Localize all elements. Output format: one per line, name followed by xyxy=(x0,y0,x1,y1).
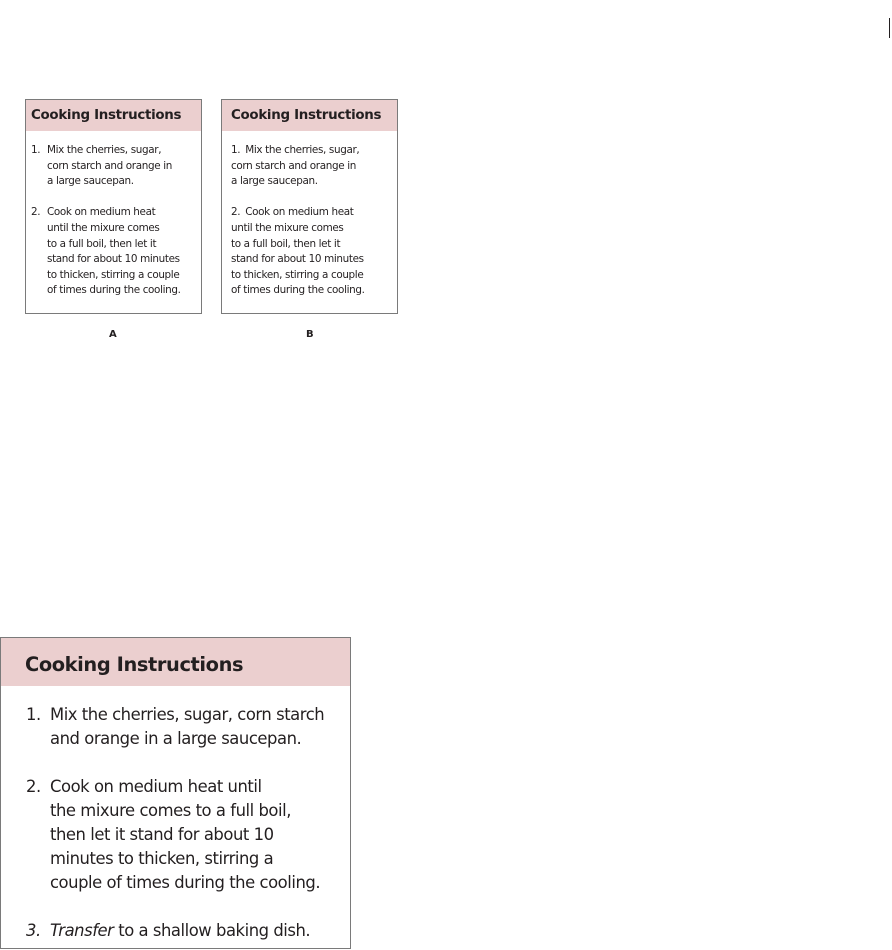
page-edge-mark xyxy=(889,18,890,38)
step-number: 1. xyxy=(26,705,41,724)
step-line: Mix the cherries, sugar, xyxy=(47,144,162,156)
step-number: 1. xyxy=(231,144,241,156)
step-number: 2. xyxy=(26,777,41,796)
step-line: to thicken, stirring a couple xyxy=(47,268,180,281)
figure-label-b: B xyxy=(306,329,315,340)
card-b-step-1 xyxy=(231,143,397,190)
step-number: 2. xyxy=(31,206,41,219)
step-line: Cook on medium heat xyxy=(245,206,354,219)
cooking-card-a xyxy=(25,99,202,314)
card-a-step-1 xyxy=(26,143,201,190)
step-emphasis: Transfer xyxy=(50,921,114,940)
step-line: then let it stand for about 10 xyxy=(50,825,274,844)
card-large-steps xyxy=(1,686,350,943)
card-a-steps xyxy=(26,131,201,299)
step-number: 1. xyxy=(31,144,41,156)
step-line xyxy=(50,919,350,943)
step-line: to a full boil, then let it xyxy=(231,237,341,250)
card-b-step-2 xyxy=(231,205,397,299)
card-large-title: Cooking Instructions xyxy=(1,638,350,686)
step-line: Cook on medium heat xyxy=(47,206,156,219)
step-line: minutes to thicken, stirring a xyxy=(50,849,274,868)
step-line: couple of times during the cooling. xyxy=(50,873,321,892)
card-a-title: Cooking Instructions xyxy=(26,100,201,131)
step-line: Cook on medium heat until xyxy=(50,777,262,796)
figure-label-a: A xyxy=(109,329,118,340)
step-line: until the mixure comes xyxy=(231,221,344,234)
step-line: a large saucepan. xyxy=(231,175,318,188)
card-b-steps xyxy=(222,131,397,299)
step-line: of times during the cooling. xyxy=(47,284,181,297)
card-b-title: Cooking Instructions xyxy=(222,100,397,131)
step-line: stand for about 10 minutes xyxy=(47,253,180,266)
step-line: until the mixure comes xyxy=(47,221,160,234)
step-line: Mix the cherries, sugar, corn starch xyxy=(50,705,325,724)
step-line: the mixure comes to a full boil, xyxy=(50,801,291,820)
step-line: a large saucepan. xyxy=(47,175,134,188)
step-line: of times during the cooling. xyxy=(231,284,365,297)
step-number: 3. xyxy=(26,921,41,940)
card-large-step-1 xyxy=(1,703,350,751)
step-number: 2. xyxy=(231,206,241,219)
step-line: corn starch and orange in xyxy=(231,159,356,172)
card-large-step-3 xyxy=(1,919,350,943)
cooking-card-b xyxy=(221,99,398,314)
step-line: Mix the cherries, sugar, xyxy=(245,144,360,156)
step-line: to thicken, stirring a couple xyxy=(231,268,364,281)
card-a-step-2 xyxy=(26,205,201,299)
step-line: corn starch and orange in xyxy=(47,159,172,172)
cooking-card-large xyxy=(0,637,351,949)
step-line: and orange in a large saucepan. xyxy=(50,729,302,748)
step-rest: to a shallow baking dish. xyxy=(113,921,311,940)
card-large-step-2 xyxy=(1,775,350,895)
step-line: stand for about 10 minutes xyxy=(231,253,364,266)
step-line: to a full boil, then let it xyxy=(47,237,157,250)
